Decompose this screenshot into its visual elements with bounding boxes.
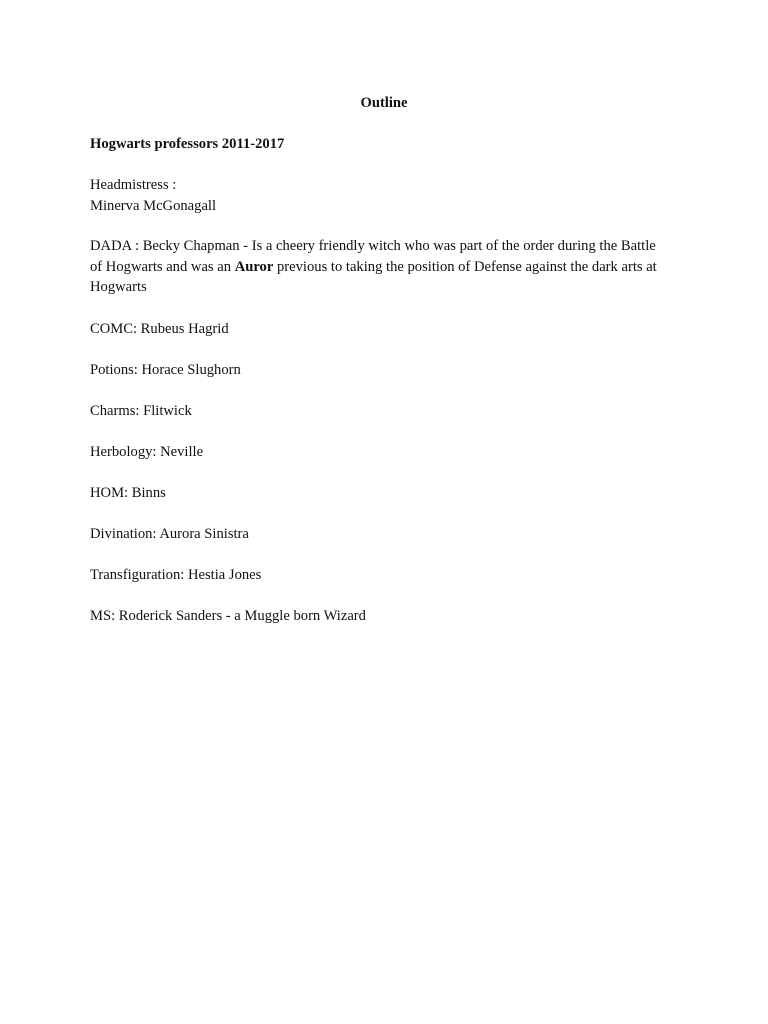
dada-line-2 <box>90 257 690 278</box>
headmistress-block <box>90 175 690 216</box>
entry-ms: MS: Roderick Sanders - a Muggle born Wizard <box>90 608 366 624</box>
entry-hom: HOM: Binns <box>90 485 166 501</box>
entry-divination: Divination: Aurora Sinistra <box>90 526 249 542</box>
auror-term: Auror <box>234 258 274 275</box>
headmistress-name: Minerva McGonagall <box>90 197 217 214</box>
dada-line-2-after: previous to taking the position of Defense against the dark arts at <box>273 258 657 275</box>
dada-line-2-before: of Hogwarts and was an <box>90 258 235 275</box>
document-title: Outline <box>360 95 408 111</box>
entry-potions: Potions: Horace Slughorn <box>90 362 241 378</box>
dada-paragraph <box>90 236 690 298</box>
dada-line-3: Hogwarts <box>90 279 147 295</box>
entry-comc: COMC: Rubeus Hagrid <box>90 321 229 337</box>
document-subtitle: Hogwarts professors 2011-2017 <box>90 136 285 152</box>
dada-line-1: DADA : Becky Chapman - Is a cheery friendly witch who was part of the order during the Battle <box>90 238 656 254</box>
entry-transfiguration: Transfiguration: Hestia Jones <box>90 567 262 583</box>
headmistress-label: Headmistress : <box>90 177 177 193</box>
entry-herbology: Herbology: Neville <box>90 444 204 460</box>
entry-charms: Charms: Flitwick <box>90 403 192 419</box>
